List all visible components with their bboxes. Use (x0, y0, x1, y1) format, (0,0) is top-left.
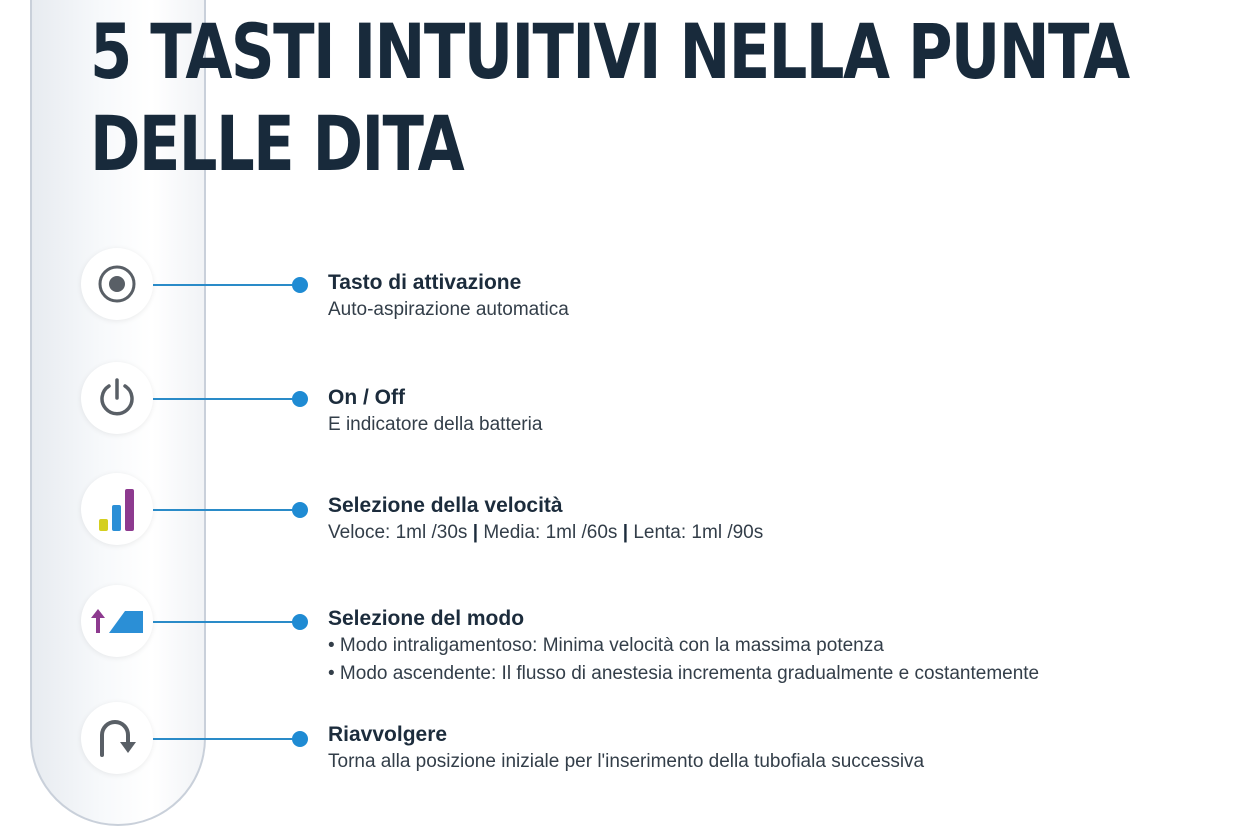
feature-description: Torna alla posizione iniziale per l'inserimento della tubofiala successiva (328, 751, 925, 772)
connector-line (153, 738, 301, 740)
feature-description: E indicatore della batteria (328, 414, 543, 435)
mode-button[interactable] (81, 585, 153, 657)
speed-bars-icon (95, 485, 139, 533)
connector-line (153, 398, 301, 400)
speed-fast: Veloce: 1ml /30s (328, 522, 468, 543)
feature-title: On / Off (328, 386, 405, 409)
connector-dot (292, 731, 308, 747)
feature-title: Tasto di attivazione (328, 271, 522, 294)
feature-power (328, 385, 542, 439)
speed-button[interactable] (81, 473, 153, 545)
speed-slow: Lenta: 1ml /90s (633, 522, 764, 543)
speed-separator: | (622, 522, 629, 543)
activation-icon (97, 264, 137, 304)
feature-description: Auto-aspirazione automatica (328, 299, 569, 320)
feature-mode (328, 606, 1039, 688)
connector-dot (292, 502, 308, 518)
title-line-1: 5 TASTI INTUITIVI NELLA PUNTA (90, 7, 1129, 96)
title-line-2: DELLE DITA (90, 99, 464, 188)
rewind-icon (94, 715, 140, 761)
power-icon (93, 374, 141, 422)
feature-activation (328, 270, 569, 324)
activation-button[interactable] (81, 248, 153, 320)
feature-speed (328, 493, 763, 547)
page-title (90, 6, 1129, 190)
speed-medium: Media: 1ml /60s (483, 522, 618, 543)
speed-options (328, 519, 763, 547)
feature-title: Selezione del modo (328, 607, 525, 630)
connector-dot (292, 277, 308, 293)
mode-icon (89, 603, 145, 639)
mode-bullet-ascending: • Modo ascendente: Il flusso di anestesia incrementa gradualmente e costantemente (328, 663, 1040, 684)
connector-dot (292, 614, 308, 630)
feature-title: Riavvolgere (328, 723, 448, 746)
power-button[interactable] (81, 362, 153, 434)
feature-title: Selezione della velocità (328, 494, 563, 517)
rewind-button[interactable] (81, 702, 153, 774)
connector-dot (292, 391, 308, 407)
speed-separator: | (472, 522, 479, 543)
mode-bullet-intraligamentary: • Modo intraligamentoso: Minima velocità con la massima potenza (328, 635, 884, 656)
connector-line (153, 509, 301, 511)
connector-line (153, 621, 301, 623)
connector-line (153, 284, 301, 286)
feature-rewind (328, 722, 924, 776)
